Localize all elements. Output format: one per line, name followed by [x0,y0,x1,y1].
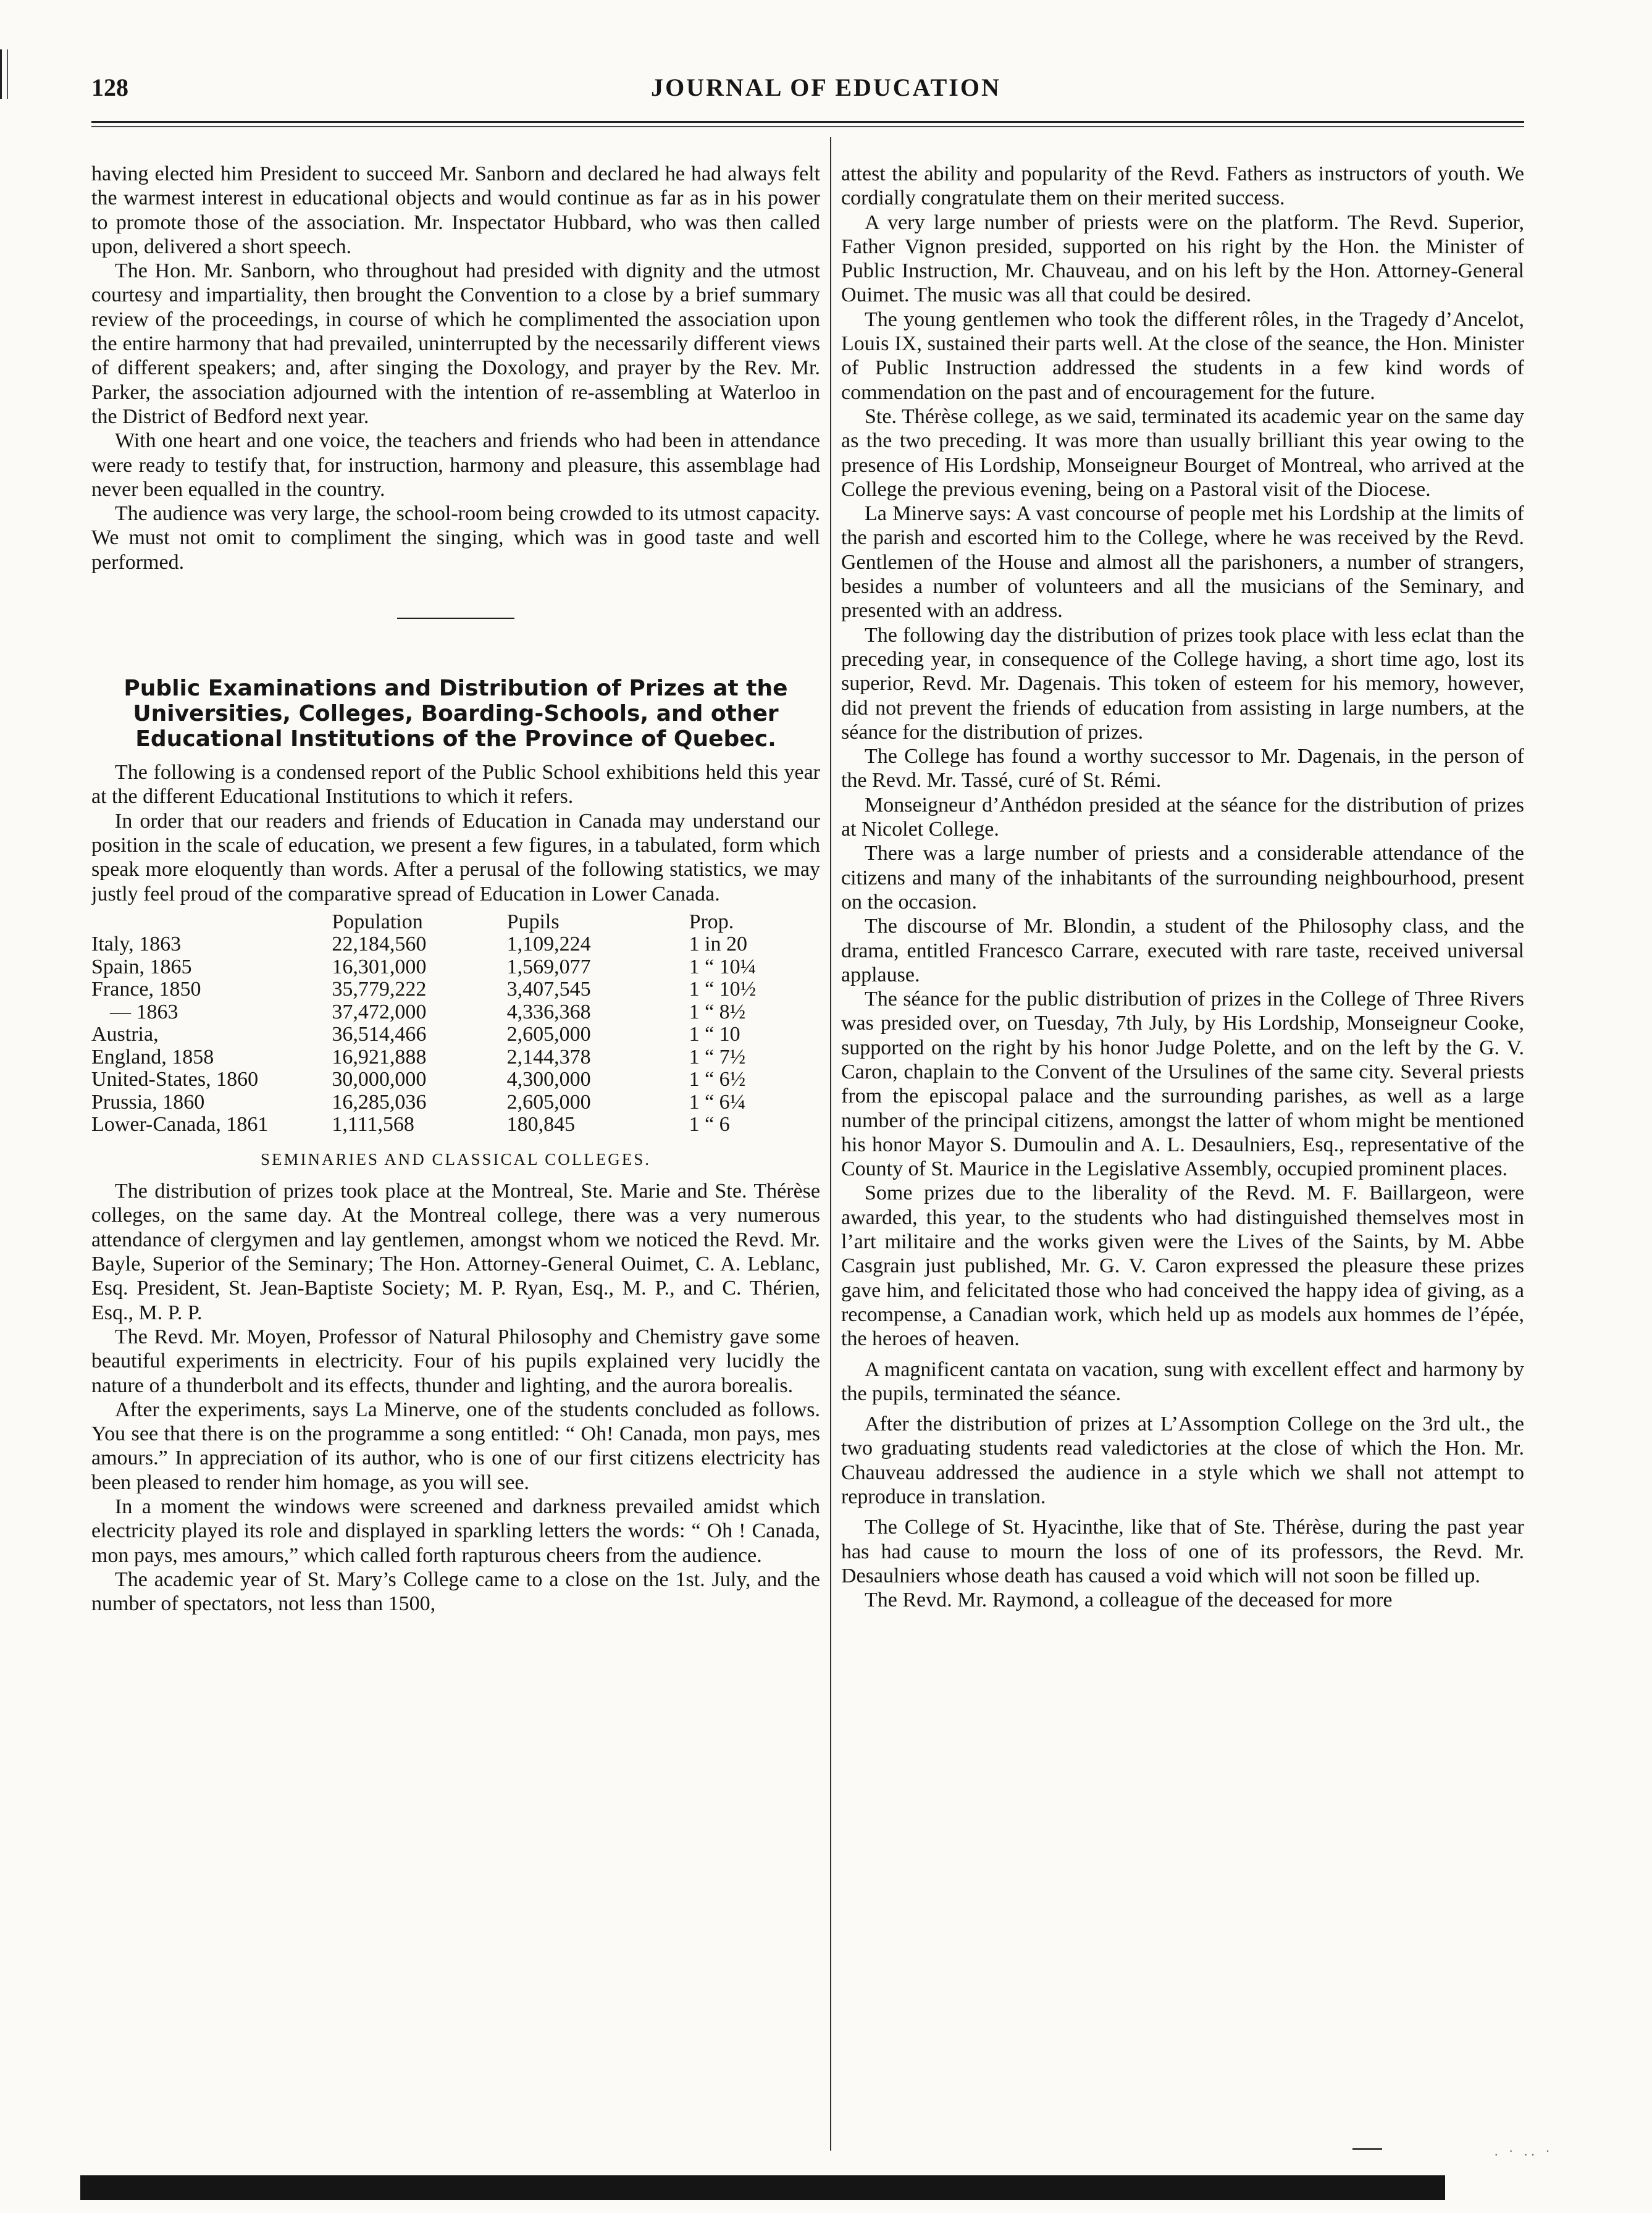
journal-title: JOURNAL OF EDUCATION [651,73,1001,101]
table-row [91,1001,820,1024]
proportion-cell: 1 “ 6 [689,1113,730,1136]
column-header [91,911,332,934]
proportion-cell: 1 “ 8½ [689,1000,746,1023]
paragraph: The following is a condensed report of the Public School exhibitions held this year at the different Educational Institutions to which it refers. [91,761,820,808]
table-row [91,933,820,956]
pupils-cell: 2,605,000 [506,1023,591,1046]
country-cell: England, 1858 [91,1045,214,1069]
education-statistics-table [91,911,820,1136]
section-heading: Public Examinations and Distribution of Prizes at the Universities, Colleges, Boarding-Schools, and other Educational Institutions of the Province of Quebec. [124,676,788,752]
country-cell: Prussia, 1860 [91,1090,205,1114]
population-cell: 30,000,000 [332,1068,427,1091]
paragraph: After the experiments, says La Minerve, one of the students concluded as follows. You see that there is on the programme a song entitled: “ Oh! Canada, mon pays, mes amours.” In appreciation of its author, who is one of our first citizens electricity has been pleased to render him homage, as you will see. [91,1398,820,1494]
population-cell: 35,779,222 [332,978,427,1001]
paragraph: There was a large number of priests and a considerable attendance of the citizens and many of the inhabitants of the surrounding neighbourhood, present on the occasion. [841,842,1524,913]
paragraph: Monseigneur d’Anthédon presided at the séance for the distribution of prizes at Nicolet College. [841,793,1524,841]
proportion-cell: 1 in 20 [689,933,748,956]
scan-specks: . · .. · [1495,2143,1554,2159]
paragraph: Some prizes due to the liberality of the Revd. M. F. Baillargeon, were awarded, this year, to the students who had distinguished themselves most in l’art militaire and the works given were the Lives of the Saints, by M. Abbe Casgrain just published, Mr. G. V. Caron expressed the pleasure these prizes gave him, and felicitated those who had conceived the happy idea of giving, as a recompense, a Canadian work, which held up as models aux hommes de l’épée, the heroes of heaven. [841,1182,1524,1351]
population-cell: 16,301,000 [332,955,427,978]
paragraph: In a moment the windows were screened and darkness prevailed amidst which electricity played its role and displayed in sparkling letters the words: “ Oh ! Canada, mon pays, mes amours,” which called forth rapturous cheers from the audience. [91,1495,820,1567]
pupils-cell: 1,569,077 [506,955,591,978]
country-cell: United-States, 1860 [91,1068,259,1091]
paragraph: having elected him President to succeed Mr. Sanborn and declared he had always felt the warmest interest in educational objects and would continue as far as in his power to promote those of the association. Mr. Inspectator Hubbard, who was then called upon, delivered a short speech. [91,162,820,258]
column-header: Pupils [506,910,560,933]
paragraph: In order that our readers and friends of Education in Canada may understand our position in the scale of education, we present a few figures, in a tabulated, form which speak more eloquently than words. After a perusal of the following statistics, we may justly feel proud of the comparative spread of Education in Lower Canada. [91,809,820,905]
proportion-cell: 1 “ 6¼ [689,1090,746,1114]
paragraph: The College has found a worthy successor to Mr. Dagenais, in the person of the Revd. Mr. Tassé, curé of St. Rémi. [841,745,1524,792]
country-cell: Italy, 1863 [91,933,182,956]
page-number: 128 [91,73,128,101]
proportion-cell: 1 “ 10 [689,1023,740,1046]
subsection-heading: SEMINARIES AND CLASSICAL COLLEGES. [260,1149,652,1169]
country-cell: — 1863 [110,1000,178,1023]
population-cell: 16,285,036 [332,1090,427,1114]
pupils-cell: 2,144,378 [506,1045,591,1069]
table-header-row [91,911,820,934]
paragraph: The discourse of Mr. Blondin, a student of the Philosophy class, and the drama, entitled Francesco Carrare, executed with rare taste, received universal applause. [841,915,1524,986]
right-column [841,162,1524,2157]
population-cell: 16,921,888 [332,1045,427,1069]
paragraph: The Hon. Mr. Sanborn, who throughout had presided with dignity and the utmost courtesy and impartiality, then brought the Convention to a close by a brief summary review of the proceedings, in course of which he complimented the association upon the entire harmony that had prevailed, uninterrupted by the necessarily different views of different speakers; and, after singing the Doxology, and prayer by the Rev. Mr. Parker, the association adjourned with the intention of re-assembling at Waterloo in the District of Bedford next year. [91,259,820,428]
paragraph: Ste. Thérèse college, as we said, terminated its academic year on the same day as the two preceding. It was more than usually brilliant this year owing to the presence of His Lordship, Monseigneur Bourget of Montreal, who arrived at the College the previous evening, being on a Pastoral visit of the Diocese. [841,405,1524,501]
scan-bottom-bar [80,2175,1445,2200]
table-row [91,978,820,1001]
proportion-cell: 1 “ 6½ [689,1068,746,1091]
page-header [0,73,1652,110]
pupils-cell: 180,845 [506,1113,576,1136]
country-cell: Austria, [91,1023,159,1046]
pupils-cell: 4,336,368 [506,1000,591,1023]
proportion-cell: 1 “ 7½ [689,1045,746,1069]
paragraph: La Minerve says: A vast concourse of people met his Lordship at the limits of the parish and escorted him to the College, where he was received by the Revd. Gentlemen of the House and almost all the parishoners, a number of strangers, besides a number of volunteers and all the musicians of the Seminary, and presented with an address. [841,502,1524,623]
proportion-cell: 1 “ 10½ [689,978,757,1001]
paragraph: The distribution of prizes took place at the Montreal, Ste. Marie and Ste. Thérèse colleges, on the same day. At the Montreal college, there was a very numerous attendance of clergymen and lay gentlemen, amongst whom we noticed the Revd. Mr. Bayle, Superior of the Seminary; The Hon. Attorney-General Ouimet, C. A. Leblanc, Esq. President, St. Jean-Baptiste Society; M. P. Ryan, Esq., M. P., and C. Thérien, Esq., M. P. P. [91,1180,820,1324]
paragraph: The séance for the public distribution of prizes in the College of Three Rivers was presided over, on Tuesday, 7th July, by His Lordship, Monseigneur Cooke, supported on the right by his honor Judge Polette, and on the left by the G. V. Caron, chaplain to the Convent of the Ursulines of the same city. Several priests from the episcopal palace and the surrounding parishes, as well as a large number of the principal citizens, amongst the latter of whom might be mentioned his honor Mayor S. Dumoulin and A. L. Desaulniers, Esq., representative of the County of St. Maurice in the Legislative Assembly, occupied prominent places. [841,988,1524,1181]
pupils-cell: 3,407,545 [506,978,591,1001]
paragraph: The audience was very large, the school-room being crowded to its utmost capacity. We must not omit to compliment the singing, which was in good taste and well performed. [91,502,820,574]
ink-dash [1352,2148,1382,2150]
table-row [91,1046,820,1069]
country-cell: Spain, 1865 [91,955,192,978]
column-header: Population [332,910,423,933]
population-cell: 22,184,560 [332,933,427,956]
section-divider [397,618,514,619]
table-row [91,1023,820,1046]
paragraph: The academic year of St. Mary’s College came to a close on the 1st. July, and the number of spectators, not less than 1500, [91,1568,820,1616]
pupils-cell: 1,109,224 [506,933,591,956]
table-row [91,1114,820,1136]
paragraph: The College of St. Hyacinthe, like that of Ste. Thérèse, during the past year has had cause to mourn the loss of one of its professors, the Revd. Mr. Desaulniers whose death has caused a void which will not soon be filled up. [841,1516,1524,1587]
paragraph: A magnificent cantata on vacation, sung with excellent effect and harmony by the pupils, terminated the séance. [841,1358,1524,1405]
paragraph: With one heart and one voice, the teachers and friends who had been in attendance were ready to testify that, for instruction, harmony and pleasure, this assemblage had never been equalled in the country. [91,429,820,501]
left-column [91,162,820,2157]
population-cell: 1,111,568 [332,1113,414,1136]
paragraph: A very large number of priests were on the platform. The Revd. Superior, Father Vignon presided, supported on his right by the Hon. the Minister of Public Instruction, Mr. Chauveau, and on his left by the Hon. Attorney-General Ouimet. The music was all that could be desired. [841,211,1524,307]
population-cell: 37,472,000 [332,1000,427,1023]
header-rule [91,121,1524,123]
table-row [91,956,820,979]
paragraph: The Revd. Mr. Raymond, a colleague of the deceased for more [865,1589,1393,1612]
pupils-cell: 4,300,000 [506,1068,591,1091]
pupils-cell: 2,605,000 [506,1090,591,1114]
paragraph: The young gentlemen who took the different rôles, in the Tragedy d’Ancelot, Louis IX, sustained their parts well. At the close of the seance, the Hon. Minister of Public Instruction addressed the students in a few kind words of commendation on the past and of encouragement for the future. [841,308,1524,404]
paragraph: The Revd. Mr. Moyen, Professor of Natural Philosophy and Chemistry gave some beautiful experiments in electricity. Four of his pupils explained very lucidly the nature of a thunderbolt and its effects, thunder and lighting, and the aurora borealis. [91,1325,820,1397]
column-divider [830,137,831,2151]
country-cell: Lower-Canada, 1861 [91,1113,269,1136]
paragraph: attest the ability and popularity of the Revd. Fathers as instructors of youth. We cordially congratulate them on their merited success. [841,162,1524,210]
population-cell: 36,514,466 [332,1023,427,1046]
table-row [91,1091,820,1114]
paragraph: The following day the distribution of prizes took place with less eclat than the preceding year, in consequence of the College having, a short time ago, lost its superior, Revd. Mr. Dagenais. This token of esteem for his memory, however, did not prevent the friends of education from assisting in large numbers, at the séance for the distribution of prizes. [841,623,1524,744]
header-rule-secondary [91,126,1524,127]
column-header: Prop. [689,910,734,933]
paragraph: After the distribution of prizes at L’Assomption College on the 3rd ult., the two graduating students read valedictories at the close of which the Hon. Mr. Chauveau addressed the audience in a style which we shall not attempt to reproduce in translation. [841,1413,1524,1509]
proportion-cell: 1 “ 10¼ [689,955,757,978]
country-cell: France, 1850 [91,978,201,1001]
table-row [91,1069,820,1091]
